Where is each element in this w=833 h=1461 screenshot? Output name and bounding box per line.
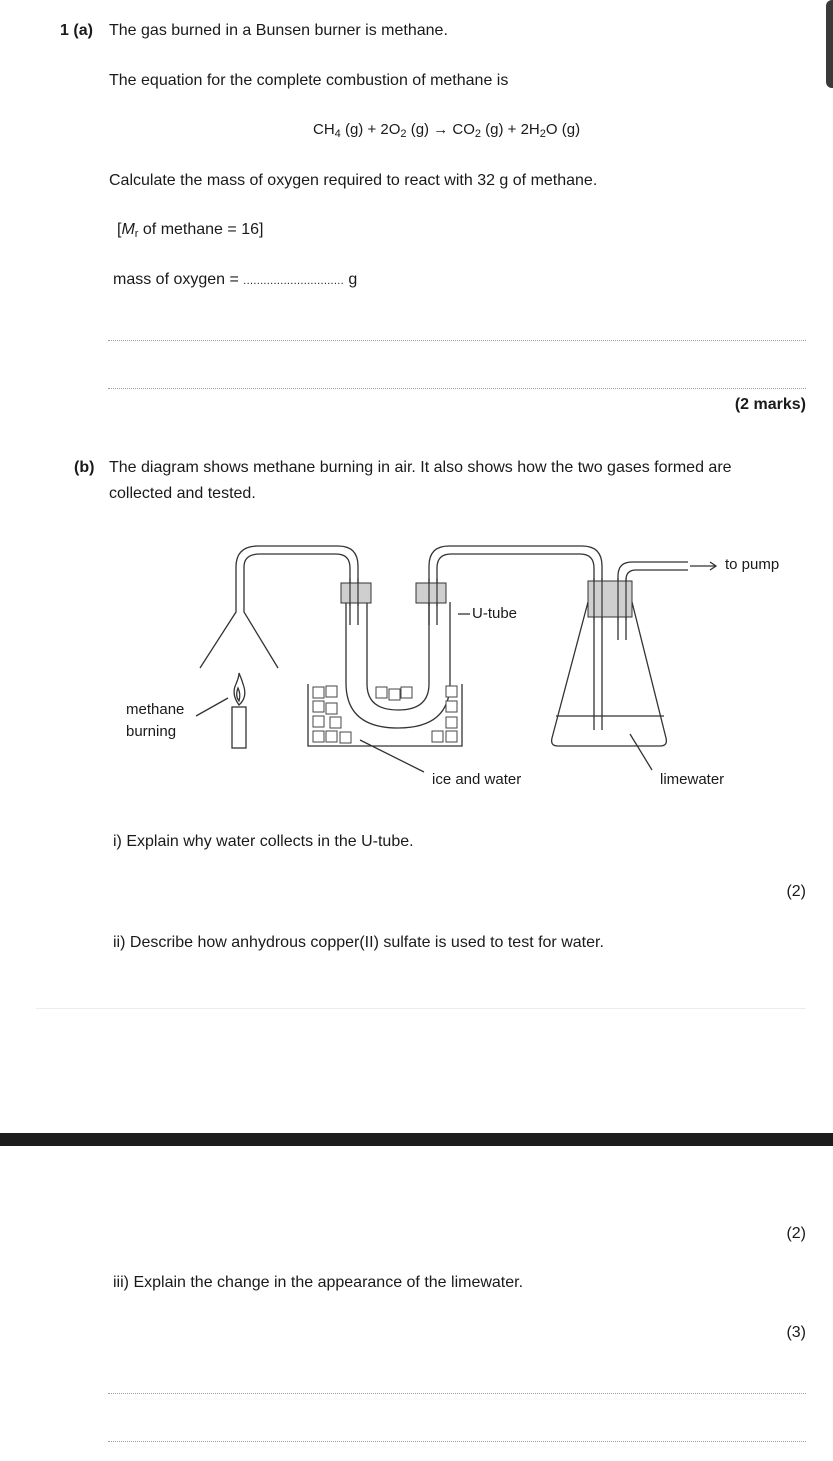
- label-to-pump: to pump: [725, 556, 780, 573]
- ice-cube: [313, 701, 324, 712]
- delivery-tube-1-outer: [236, 546, 358, 625]
- combustion-equation: $CH_4$ $(g) + 2O_2$ $(g) \to CO_2$ $(g) + 2H_2O$ (g): [313, 121, 581, 140]
- question-number: 1 (a): [60, 22, 93, 39]
- part-b-label: (b): [74, 459, 95, 476]
- ice-cube: [446, 701, 457, 712]
- label-burning: burning: [126, 723, 177, 740]
- leader-methane: [196, 698, 228, 716]
- delivery-tube-2-inner: [437, 554, 594, 730]
- answer-line[interactable]: mass of oxygen = .............................. g: [113, 271, 358, 288]
- leader-ice: [360, 740, 424, 772]
- ice-cube: [446, 686, 457, 697]
- ice-cube: [313, 716, 324, 727]
- ice-cube: [340, 732, 351, 743]
- ice-cube: [326, 703, 337, 714]
- sub-question-iii: iii) Explain the change in the appearance of the limewater.: [113, 1274, 524, 1291]
- label-methane: methane: [126, 701, 185, 718]
- ice-cube: [313, 687, 324, 698]
- ice-cube: [401, 687, 412, 698]
- sub-question-ii: ii) Describe how anhydrous copper(II) sulfate is used to test for water.: [113, 934, 604, 951]
- sub-question-i-marks: (2): [786, 883, 806, 900]
- sub-question-i: i) Explain why water collects in the U-tube.: [113, 833, 414, 850]
- ice-cube: [326, 731, 337, 742]
- part-a-intro: The gas burned in a Bunsen burner is methane.: [109, 22, 448, 39]
- delivery-tube-1-inner: [244, 554, 350, 625]
- leader-limewater: [630, 734, 652, 770]
- u-tube-left-stopper: [341, 583, 371, 603]
- part-b-intro-line1: The diagram shows methane burning in air. It also shows how the two gases formed are: [109, 459, 732, 476]
- burner-body: [232, 707, 246, 748]
- u-tube-outer: [346, 602, 450, 728]
- pump-tube-inner: [626, 570, 688, 640]
- u-tube-right-stopper: [416, 583, 446, 603]
- ice-cube: [313, 731, 324, 742]
- ice-cube: [446, 717, 457, 728]
- relative-mass-note: [$M_r$ of methane = 16]: [117, 221, 264, 240]
- funnel-left-wall: [200, 567, 236, 668]
- faint-answer-line: [36, 1008, 806, 1009]
- funnel-right-wall: [244, 567, 278, 668]
- equation-intro: The equation for the complete combustion of methane is: [109, 72, 509, 89]
- answer-line-iii-1[interactable]: [108, 1393, 806, 1394]
- part-a-task: Calculate the mass of oxygen required to react with 32 g of methane.: [109, 172, 598, 189]
- conical-flask: [552, 602, 667, 746]
- ice-cube: [446, 731, 457, 742]
- label-u-tube: U-tube: [472, 605, 518, 622]
- ice-cube: [330, 717, 341, 728]
- ice-cube: [376, 687, 387, 698]
- label-ice-and-water: ice and water: [432, 771, 522, 788]
- ice-cube: [389, 689, 400, 700]
- part-b-intro-line2: collected and tested.: [109, 485, 256, 502]
- part-a-marks: (2 marks): [734, 396, 806, 413]
- answer-line-iii-2[interactable]: [108, 1441, 806, 1442]
- ice-cube: [326, 686, 337, 697]
- sub-question-iii-marks: (3): [786, 1324, 806, 1341]
- label-limewater: limewater: [660, 771, 725, 788]
- sub-question-ii-marks: (2): [786, 1225, 806, 1242]
- flame-inner: [237, 688, 240, 701]
- screenshot-divider-band: [0, 1133, 833, 1146]
- ice-cube: [432, 731, 443, 742]
